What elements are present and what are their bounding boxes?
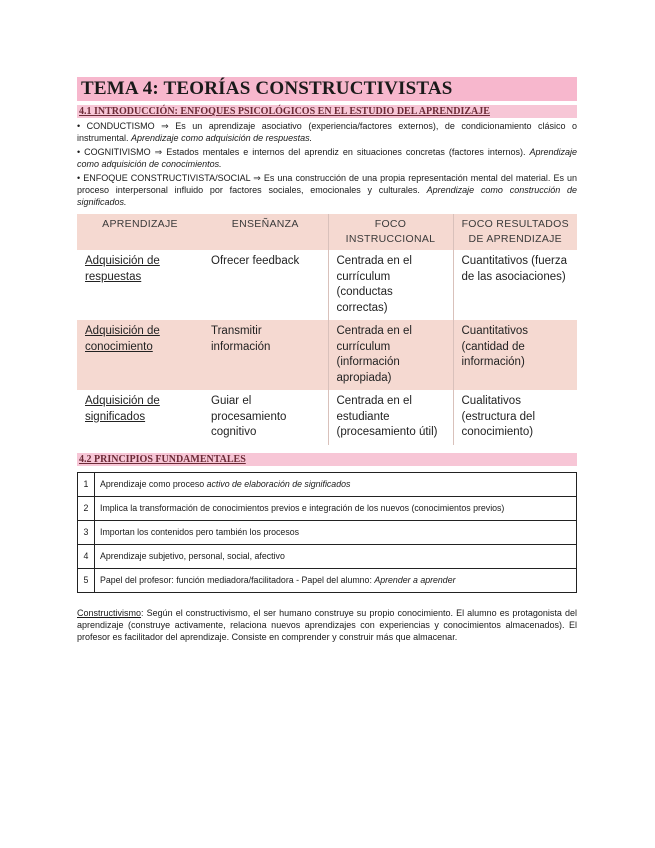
cell-foco-instruccional: Centrada en el currículum (información apropiada): [328, 320, 453, 390]
cell-foco-resultados: Cuantitativos (cantidad de información): [453, 320, 577, 390]
principle-text: Importan los contenidos pero también los procesos: [95, 520, 577, 544]
section-heading-introduccion: 4.1 INTRODUCCIÓN: ENFOQUES PSICOLÓGICOS EN EL ESTUDIO DEL APRENDIZAJE: [77, 105, 577, 118]
principle-number: 1: [78, 472, 95, 496]
header-foco-resultados: FOCO RESULTADOS DE APRENDIZAJE: [453, 214, 577, 250]
page-title: TEMA 4: TEORÍAS CONSTRUCTIVISTAS: [77, 77, 577, 101]
principle-text: Aprendizaje subjetivo, personal, social, afectivo: [95, 544, 577, 568]
table-row: [78, 472, 577, 496]
table-row: [78, 568, 577, 592]
cell-aprendizaje: Adquisición de significados: [85, 395, 160, 423]
table-row: [78, 520, 577, 544]
paragraph-constructivismo: • ENFOQUE CONSTRUCTIVISTA/SOCIAL ⇒ Es una construcción de una propia representación mental del material. Es un proceso interpersonal influido por factores sociales, emocionales y culturales. Aprendizaje como construcción de significados.: [77, 173, 577, 207]
section-heading-principios: 4.2 PRINCIPIOS FUNDAMENTALES: [77, 453, 577, 466]
cell-foco-instruccional: Centrada en el currículum (conductas correctas): [328, 250, 453, 320]
table-row: [78, 544, 577, 568]
learning-matrix-table: [77, 214, 577, 445]
header-ensenanza: ENSEÑANZA: [203, 214, 328, 250]
cell-ensenanza: Ofrecer feedback: [211, 255, 300, 267]
table-row: [77, 320, 577, 390]
cell-foco-resultados: Cualitativos (estructura del conocimiento): [453, 390, 577, 445]
principle-number: 5: [78, 568, 95, 592]
table-row: [77, 250, 577, 320]
paragraph-cognitivismo: • COGNITIVISMO ⇒ Estados mentales e internos del aprendiz en situaciones concretas (factores internos). Aprendizaje como adquisición de conocimientos.: [77, 147, 577, 169]
document-page: [77, 77, 577, 652]
definition-term: Constructivismo: [77, 607, 142, 618]
principle-text: Implica la transformación de conocimientos previos e integración de los nuevos (conocimientos previos): [95, 496, 577, 520]
table-row: [77, 390, 577, 445]
cell-foco-instruccional: Centrada en el estudiante (procesamiento útil): [328, 390, 453, 445]
constructivismo-definition: [77, 607, 577, 643]
header-aprendizaje: APRENDIZAJE: [77, 214, 203, 250]
cell-aprendizaje: Adquisición de conocimiento: [77, 320, 203, 390]
table-row: [78, 496, 577, 520]
principle-number: 3: [78, 520, 95, 544]
cell-ensenanza: Transmitir información: [203, 320, 328, 390]
principle-text: Papel del profesor: función mediadora/facilitadora - Papel del alumno: Aprender a aprender: [95, 568, 577, 592]
principles-table: [77, 472, 577, 593]
table-header-row: [77, 214, 577, 250]
cell-foco-resultados: Cuantitativos (fuerza de las asociaciones): [453, 250, 577, 320]
cell-ensenanza: Guiar el procesamiento cognitivo: [211, 395, 287, 438]
header-foco-instruccional: FOCO INSTRUCCIONAL: [328, 214, 453, 250]
definition-text: : Según el constructivismo, el ser humano construye su propio conocimiento. El alumno es protagonista del aprendizaje (construye activamente, relaciona nuevos aprendizajes con experiencias y conocimientos almacenados). El profesor es facilitador del aprendizaje. Consiste en comprender y construir más que almacenar.: [77, 607, 577, 642]
cell-aprendizaje: Adquisición de respuestas: [85, 255, 160, 283]
principle-number: 2: [78, 496, 95, 520]
principle-number: 4: [78, 544, 95, 568]
paragraph-conductismo: • CONDUCTISMO ⇒ Es un aprendizaje asociativo (experiencia/factores externos), de condicionamiento clásico o instrumental. Aprendizaje como adquisición de respuestas.: [77, 121, 577, 143]
principle-text: Aprendizaje como proceso activo de elaboración de significados: [95, 472, 577, 496]
